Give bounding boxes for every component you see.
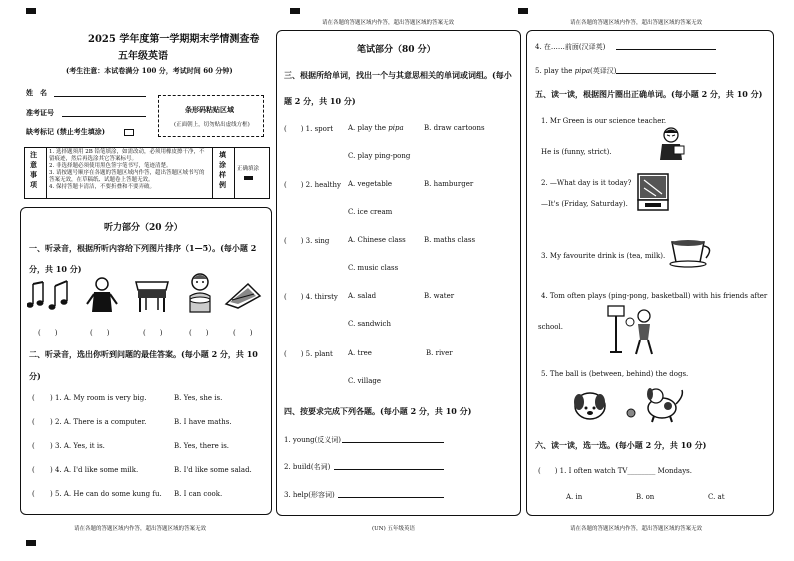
q2-item-3-b: B. Yes, there is. xyxy=(174,442,230,450)
name-field[interactable] xyxy=(54,96,146,97)
q2-item-2-a: ) 2. A. There is a computer. xyxy=(50,418,147,426)
basketball-player-icon xyxy=(604,302,660,358)
q4-item-3-answer-line[interactable] xyxy=(338,497,444,498)
q3-item-1-a-italic: pipa xyxy=(388,124,404,132)
q5-item-2: 2. —What day is it today? xyxy=(541,179,632,187)
absent-mark-box[interactable] xyxy=(124,129,134,136)
q3-item-5[interactable]: ( ) 5. plant xyxy=(284,350,333,358)
q4-item-2: 2. build(名词) xyxy=(284,463,331,471)
notice-item: 1. 选择题须用 2B 铅笔填涂，如需改动，必须用橡皮擦干净，不留痕迹，然后再选涂其它答案标号。 xyxy=(49,149,205,162)
notice-item: 2. 非选择题必须使用黑色签字笔书写，笔迹清楚。 xyxy=(49,163,172,169)
q3-item-5-b: B. river xyxy=(426,349,453,357)
q4-instruction: 四、按要求完成下列各题。(每小题 2 分，共 10 分) xyxy=(284,406,472,416)
q6-option-a: A. in xyxy=(566,493,583,501)
q3-item-4[interactable]: ( ) 4. thirsty xyxy=(284,293,338,301)
top-notice-center: 请在各题的答题区域内作答，超出答题区域的答案无效 xyxy=(322,20,455,26)
q4-item-5-tail: (英译汉) xyxy=(590,67,617,75)
dog-icon xyxy=(640,386,688,424)
q1-blank-5[interactable]: ( ) xyxy=(233,329,253,337)
q3-item-1-a-text: A. play the xyxy=(348,124,389,132)
q3-item-5-a: A. tree xyxy=(348,349,372,357)
notice-item: 3. 请按题号顺序在各题的答题区域内作答，超出答题区域书写的答案无效，在草稿纸、试题卷上答题无效。 xyxy=(49,170,205,183)
corner-mark xyxy=(290,8,300,14)
q3-item-3[interactable]: ( ) 3. sing xyxy=(284,237,330,245)
music-notes-icon xyxy=(27,278,77,312)
q3-item-4-c: C. sandwich xyxy=(348,320,391,328)
q2-item-4-a: ) 4. A. I'd like some milk. xyxy=(50,466,139,474)
q1-blank-3[interactable]: ( ) xyxy=(143,329,163,337)
exam-no-label: 准考证号 xyxy=(26,108,54,117)
fill-example-label: 填涂样例 xyxy=(219,150,226,189)
q5-item-5: 5. The ball is (between, behind) the dogs. xyxy=(541,370,689,378)
q1-instruction-cont: 分，共 10 分) xyxy=(29,264,82,274)
q5-item-4-cont: school. xyxy=(538,323,563,331)
q6-option-c: C. at xyxy=(708,493,725,501)
q1-blank-1[interactable]: ( ) xyxy=(38,329,58,337)
q4-item-4-answer-line[interactable] xyxy=(616,49,716,50)
corner-mark xyxy=(26,8,36,14)
boy-eating-icon xyxy=(180,272,220,314)
bottom-notice-left: 请在各题的答题区域内作答，超出答题区域的答案无效 xyxy=(74,526,207,532)
notice-items xyxy=(49,149,209,191)
strict-teacher-icon xyxy=(656,126,686,160)
q2-item-paren[interactable]: ( xyxy=(32,394,35,402)
q3-instruction: 三、根据所给单词，找出一个与其意思相关的单词或词组。(每小 xyxy=(284,70,512,80)
corner-mark xyxy=(26,540,36,546)
footer-center: (UN) 五年级英语 xyxy=(372,526,415,532)
q3-item-1-b: B. draw cartoons xyxy=(424,124,485,132)
dog-icon xyxy=(566,388,614,424)
q6-item-1[interactable]: ( ) 1. I often watch TV________ Mondays. xyxy=(538,467,692,475)
q4-item-4: 4. 在……前面(汉译英) xyxy=(535,43,606,51)
name-label: 姓 名 xyxy=(26,88,47,97)
q2-item-3-a: ) 3. A. Yes, it is. xyxy=(50,442,105,450)
q3-item-1-a xyxy=(348,124,404,132)
correct-fill-label: 正确填涂 xyxy=(237,166,260,172)
q2-instruction-cont: 分) xyxy=(29,371,41,381)
q5-item-1: 1. Mr Green is our science teacher. xyxy=(541,117,667,125)
q2-instruction: 二、听录音，选出你听到问题的最佳答案。(每小题 2 分，共 10 xyxy=(29,349,258,359)
q2-item-1-b: B. Yes, she is. xyxy=(174,394,223,402)
barcode-area xyxy=(158,95,264,137)
q5-instruction: 五、读一读，根据图片圈出正确单词。(每小题 2 分，共 10 分) xyxy=(535,89,763,99)
q3-item-2-c: C. ice cream xyxy=(348,208,393,216)
barcode-note: (正面朝上，切勿贴出虚线方框) xyxy=(174,122,250,128)
q4-item-3: 3. help(形容词) xyxy=(284,491,335,499)
notice-divider xyxy=(212,147,213,198)
q2-item-paren[interactable]: ( xyxy=(32,442,35,450)
listening-title: 听力部分（20 分） xyxy=(104,223,183,233)
exam-subject: 五年级英语 xyxy=(118,51,168,62)
q3-item-5-c: C. village xyxy=(348,377,382,385)
q2-item-paren[interactable]: ( xyxy=(32,466,35,474)
q4-item-2-answer-line[interactable] xyxy=(334,469,444,470)
q4-item-5-text: 5. play the xyxy=(535,67,575,75)
q5-item-4: 4. Tom often plays (ping-pong, basketball) with his friends after xyxy=(541,292,768,300)
desk-icon xyxy=(132,276,172,314)
exam-no-field[interactable] xyxy=(62,116,146,117)
q6-option-b: B. on xyxy=(636,493,655,501)
bottom-notice-right: 请在各题的答题区域内作答，超出答题区域的答案无效 xyxy=(570,526,703,532)
q4-item-5-italic: pipa xyxy=(574,67,591,75)
q4-item-5-answer-line[interactable] xyxy=(616,73,716,74)
barcode-title: 条形码粘贴区域 xyxy=(185,105,234,114)
tea-cup-icon xyxy=(668,238,716,268)
q3-instruction-cont: 题 2 分，共 10 分) xyxy=(284,96,356,106)
written-title: 笔试部分（80 分） xyxy=(357,45,436,55)
notice-divider xyxy=(234,147,235,198)
top-notice-right: 请在各题的答题区域内作答，超出答题区域的答案无效 xyxy=(570,20,703,26)
calendar-icon xyxy=(636,172,670,212)
notice-divider xyxy=(46,147,47,198)
q3-item-3-b: B. maths class xyxy=(424,236,476,244)
q1-blank-4[interactable]: ( ) xyxy=(189,329,209,337)
q2-item-2-b: B. I have maths. xyxy=(174,418,232,426)
q5-item-2-choice[interactable]: —It's (Friday, Saturday). xyxy=(541,200,628,208)
q3-item-2[interactable]: ( ) 2. healthy xyxy=(284,181,341,189)
q3-item-2-b: B. hamburger xyxy=(424,180,474,188)
q5-item-1-choice[interactable]: He is (funny, strict). xyxy=(541,148,612,156)
q4-item-1: 1. young(反义词) xyxy=(284,436,342,444)
exam-title: 2025 学年度第一学期期末学情测查卷 xyxy=(88,34,260,45)
q3-item-2-a: A. vegetable xyxy=(348,180,393,188)
q2-item-paren[interactable]: ( xyxy=(32,418,35,426)
q3-item-4-a: A. salad xyxy=(348,292,377,300)
q5-item-3: 3. My favourite drink is (tea, milk). xyxy=(541,252,666,260)
q6-instruction: 六、读一读，选一选。(每小题 2 分，共 10 分) xyxy=(535,440,707,450)
sandwich-icon xyxy=(224,282,262,310)
absent-mark-label: 缺考标记 (禁止考生填涂) xyxy=(26,127,106,136)
q4-item-5 xyxy=(535,66,617,76)
q1-instruction: 一、听录音，根据所听内容给下列图片排序（1—5）。(每小题 2 xyxy=(29,243,257,253)
q4-item-1-answer-line[interactable] xyxy=(342,442,444,443)
q3-item-1[interactable]: ( ) 1. sport xyxy=(284,125,334,133)
q3-item-3-a: A. Chinese class xyxy=(348,236,406,244)
q3-item-4-b: B. water xyxy=(424,292,455,300)
exam-note: (考生注意：本试卷满分 100 分，考试时间 60 分钟) xyxy=(66,66,233,75)
corner-mark xyxy=(518,8,528,14)
q3-item-1-c: C. play ping-pong xyxy=(348,152,411,160)
q2-item-5-a: ) 5. A. He can do some kung fu. xyxy=(50,490,162,498)
ball-icon xyxy=(626,408,636,418)
teacher-figure-icon xyxy=(84,276,120,314)
notice-item: 4. 保持答题卡清洁，不要折叠和不要弄破。 xyxy=(49,184,155,190)
q2-item-paren[interactable]: ( xyxy=(32,490,35,498)
q2-item-5-b: B. I can cook. xyxy=(174,490,223,498)
notice-label: 注意事项 xyxy=(30,150,37,189)
q2-item-4-b: B. I'd like some salad. xyxy=(174,466,252,474)
q3-item-3-c: C. music class xyxy=(348,264,399,272)
correct-fill-sample xyxy=(244,176,253,180)
q1-blank-2[interactable]: ( ) xyxy=(90,329,110,337)
q2-item-1-a: ) 1. A. My room is very big. xyxy=(50,394,147,402)
